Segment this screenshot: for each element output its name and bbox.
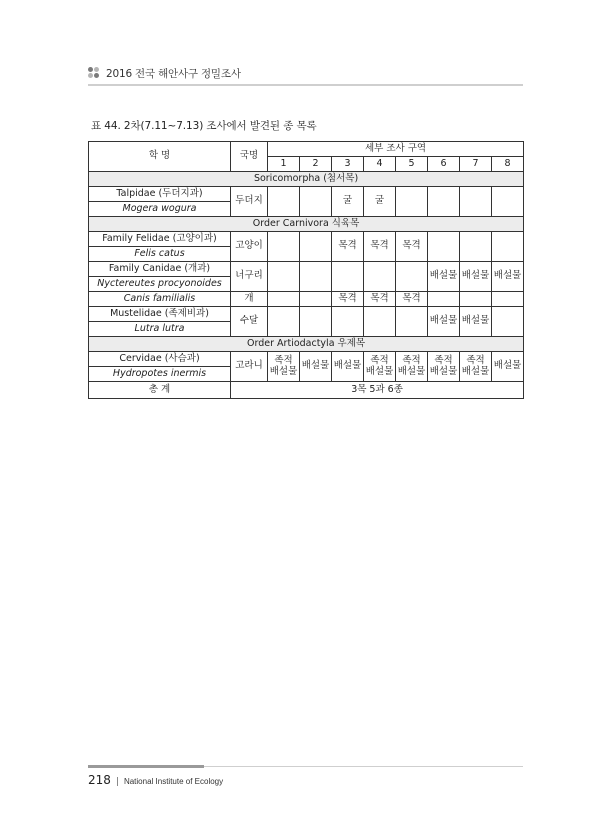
zone-cell (428, 292, 460, 307)
zone-cell-line: 배설물 (429, 365, 458, 377)
zone-cell (300, 262, 332, 292)
species-name: Mogera wogura (89, 202, 231, 217)
zone-header: 8 (492, 157, 524, 172)
zone-cell (492, 307, 524, 337)
zone-header: 3 (332, 157, 364, 172)
order-name: Order Artiodactyla 우제목 (89, 337, 524, 352)
family-name: Family Felidae (고양이과) (89, 232, 231, 247)
family-row (89, 262, 524, 277)
species-name: Hydropotes inermis (89, 367, 231, 382)
korean-name: 두더지 (231, 187, 268, 217)
zone-cell (300, 232, 332, 262)
zone-cell-line: 배설물 (333, 360, 362, 372)
zone-cell (332, 352, 364, 382)
column-header-survey-zones: 세부 조사 구역 (268, 142, 524, 157)
header-row-1 (89, 142, 524, 157)
zone-header: 1 (268, 157, 300, 172)
zone-cell (300, 352, 332, 382)
total-row (89, 382, 524, 399)
bullet-dots-icon (88, 67, 102, 79)
zone-cell-line: 배설물 (365, 365, 394, 377)
header-divider (88, 84, 523, 86)
zone-cell: 목격 (396, 232, 428, 262)
species-name: Nyctereutes procyonoides (89, 277, 231, 292)
zone-cell (460, 187, 492, 217)
family-row (89, 187, 524, 202)
zone-cell (268, 292, 300, 307)
zone-cell (268, 232, 300, 262)
species-name: Lutra lutra (89, 322, 231, 337)
order-name: Order Carnivora 식육목 (89, 217, 524, 232)
total-label: 총 계 (89, 382, 231, 399)
korean-name: 고양이 (231, 232, 268, 262)
zone-cell (428, 352, 460, 382)
header-title: 2016 전국 해안사구 정밀조사 (106, 67, 241, 80)
zone-cell-line: 배설물 (461, 365, 490, 377)
zone-cell: 배설물 (428, 307, 460, 337)
zone-cell (492, 232, 524, 262)
zone-cell: 목격 (396, 292, 428, 307)
species-name: Felis catus (89, 247, 231, 262)
zone-cell-line: 족적 (466, 354, 485, 366)
zone-header: 4 (364, 157, 396, 172)
zone-cell (364, 262, 396, 292)
total-value: 3목 5과 6종 (231, 382, 524, 399)
korean-name: 고라니 (231, 352, 268, 382)
family-name: Talpidae (두더지과) (89, 187, 231, 202)
zone-header: 5 (396, 157, 428, 172)
family-name: Mustelidae (족제비과) (89, 307, 231, 322)
zone-cell: 배설물 (492, 262, 524, 292)
zone-cell (268, 262, 300, 292)
zone-cell: 목격 (332, 232, 364, 262)
zone-cell (300, 187, 332, 217)
zone-cell (460, 352, 492, 382)
zone-cell: 굴 (364, 187, 396, 217)
zone-cell (396, 352, 428, 382)
zone-cell: 굴 (332, 187, 364, 217)
zone-cell (268, 352, 300, 382)
order-row (89, 172, 524, 187)
family-name: Cervidae (사슴과) (89, 352, 231, 367)
footer-accent-bar (88, 765, 204, 768)
zone-cell (300, 307, 332, 337)
zone-header: 2 (300, 157, 332, 172)
zone-cell (396, 187, 428, 217)
family-row (89, 307, 524, 322)
column-header-scientific: 학 명 (89, 142, 231, 172)
zone-cell-line: 족적 (274, 354, 293, 366)
family-name: Family Canidae (개과) (89, 262, 231, 277)
running-header (88, 63, 523, 83)
zone-cell (428, 232, 460, 262)
zone-cell (332, 262, 364, 292)
order-row (89, 337, 524, 352)
order-row (89, 217, 524, 232)
zone-cell-line: 배설물 (301, 360, 330, 372)
zone-cell (396, 307, 428, 337)
institution-name: National Institute of Ecology (123, 777, 224, 786)
zone-cell: 목격 (364, 232, 396, 262)
zone-cell (492, 292, 524, 307)
zone-cell: 배설물 (460, 262, 492, 292)
zone-cell: 목격 (332, 292, 364, 307)
zone-cell (460, 292, 492, 307)
species-row (89, 292, 524, 307)
zone-cell: 배설물 (460, 307, 492, 337)
zone-cell-line: 배설물 (493, 360, 522, 372)
korean-name: 너구리 (231, 262, 268, 292)
korean-name: 수달 (231, 307, 268, 337)
zone-cell (300, 292, 332, 307)
zone-cell (268, 307, 300, 337)
zone-cell-line: 족적 (434, 354, 453, 366)
zone-cell: 배설물 (428, 262, 460, 292)
zone-cell-line: 족적 (402, 354, 421, 366)
zone-cell (364, 352, 396, 382)
zone-header: 6 (428, 157, 460, 172)
column-header-korean: 국명 (231, 142, 268, 172)
species-table (88, 141, 524, 399)
zone-cell-line: 배설물 (269, 365, 298, 377)
footer-separator: | (115, 777, 119, 787)
zone-cell (428, 187, 460, 217)
zone-cell (268, 187, 300, 217)
family-row (89, 232, 524, 247)
korean-name: 개 (231, 292, 268, 307)
zone-cell: 목격 (364, 292, 396, 307)
zone-header: 7 (460, 157, 492, 172)
species-name: Canis familialis (89, 292, 231, 307)
family-row (89, 352, 524, 367)
zone-cell (332, 307, 364, 337)
zone-cell (492, 187, 524, 217)
zone-cell (492, 352, 524, 382)
zone-cell (364, 307, 396, 337)
zone-cell (396, 262, 428, 292)
page-number: 218 (88, 773, 111, 787)
page-footer (88, 773, 223, 787)
zone-cell (460, 232, 492, 262)
zone-cell-line: 배설물 (397, 365, 426, 377)
zone-cell-line: 족적 (370, 354, 389, 366)
table-caption: 표 44. 2차(7.11~7.13) 조사에서 발견된 종 목록 (91, 120, 317, 132)
order-name: Soricomorpha (첨서목) (89, 172, 524, 187)
